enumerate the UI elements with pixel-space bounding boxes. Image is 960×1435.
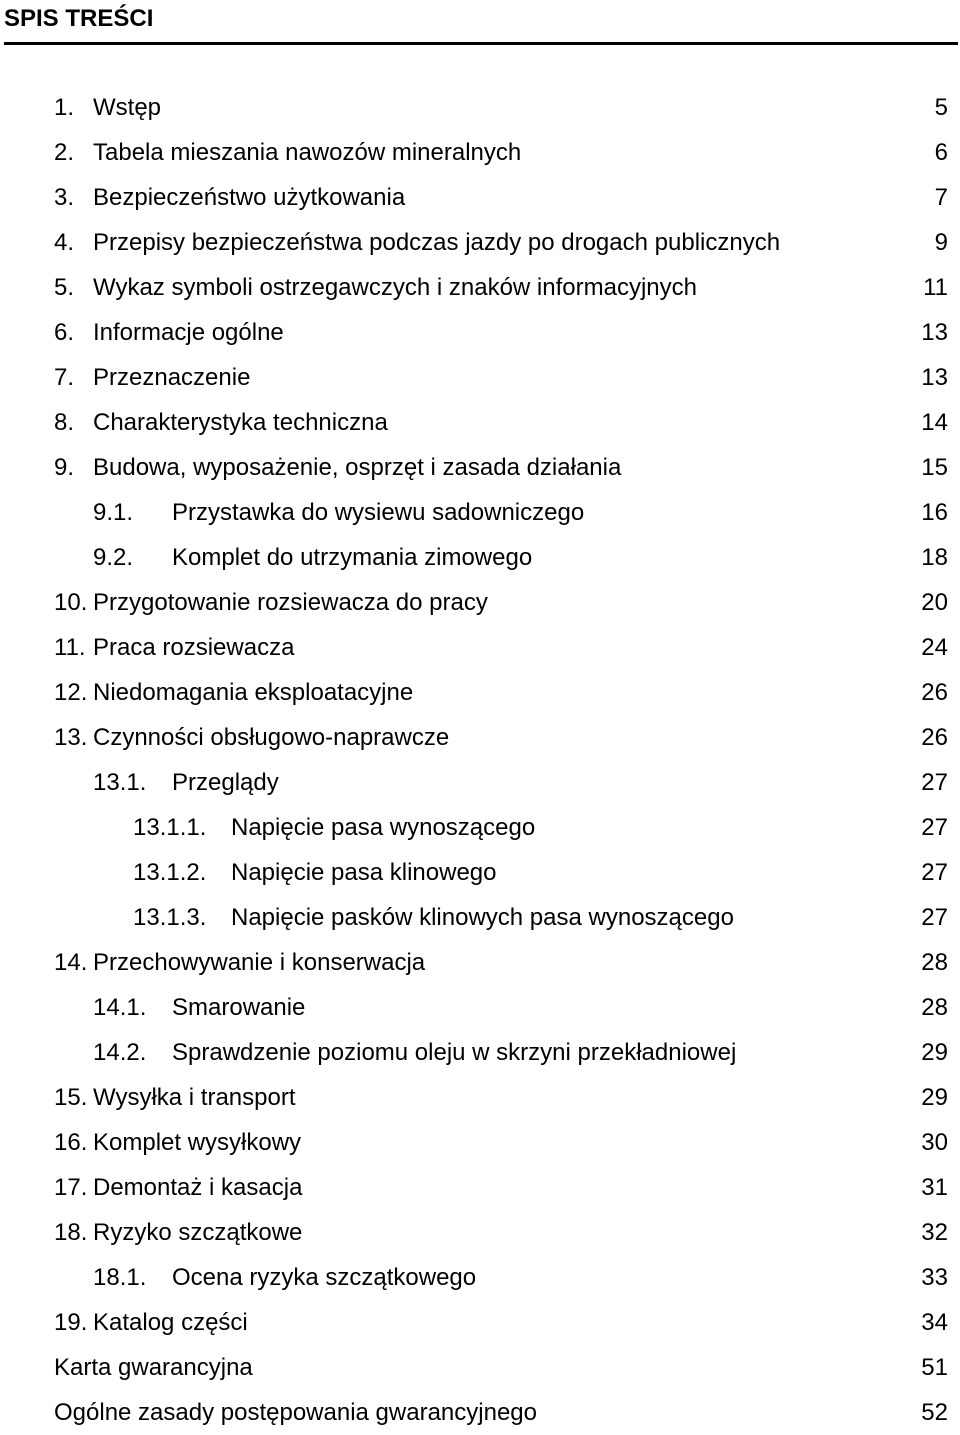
toc-entry-page-number: 30 <box>921 1129 948 1156</box>
toc-entry-title: Niedomagania eksploatacyjne <box>93 679 414 706</box>
toc-entry[interactable] <box>0 535 960 580</box>
toc-entry[interactable] <box>0 220 960 265</box>
toc-entry-page-number: 31 <box>921 1174 948 1201</box>
toc-entry-page-number: 13 <box>921 319 948 346</box>
toc-entry-number: 18.1. <box>93 1264 147 1291</box>
toc-entry-title: Napięcie pasków klinowych pasa wynoszącego <box>231 904 734 931</box>
toc-entry-title: Ryzyko szczątkowe <box>93 1219 303 1246</box>
toc-entry-number: 5. <box>54 274 75 301</box>
toc-entry-title: Smarowanie <box>172 994 306 1021</box>
toc-entry[interactable] <box>0 1075 960 1120</box>
toc-entry-number: 17. <box>54 1174 88 1201</box>
toc-entry-number: 9.1. <box>93 499 134 526</box>
toc-entry-number: 11. <box>54 634 86 661</box>
toc-entry[interactable] <box>0 1390 960 1435</box>
toc-entry-title: Komplet do utrzymania zimowego <box>172 544 533 571</box>
toc-entry-title: Praca rozsiewacza <box>93 634 295 661</box>
toc-entry-page-number: 20 <box>921 589 948 616</box>
toc-entry[interactable] <box>0 85 960 130</box>
toc-entry-title: Przepisy bezpieczeństwa podczas jazdy po drogach publicznych <box>93 229 781 256</box>
toc-entry[interactable] <box>0 760 960 805</box>
toc-entry-title: Bezpieczeństwo użytkowania <box>93 184 406 211</box>
toc-entry-title: Napięcie pasa wynoszącego <box>231 814 536 841</box>
toc-entry-number: 13.1.3. <box>133 904 207 931</box>
toc-entry[interactable] <box>0 1255 960 1300</box>
toc-entry-title: Przystawka do wysiewu sadowniczego <box>172 499 585 526</box>
toc-entry-title: Sprawdzenie poziomu oleju w skrzyni przekładniowej <box>172 1039 737 1066</box>
toc-entry-title: Napięcie pasa klinowego <box>231 859 497 886</box>
toc-entry-title: Ogólne zasady postępowania gwarancyjnego <box>54 1399 537 1426</box>
title-divider <box>4 42 958 45</box>
toc-entry-page-number: 5 <box>934 94 948 121</box>
toc-entry-title: Wykaz symboli ostrzegawczych i znaków informacyjnych <box>93 274 697 301</box>
toc-entry[interactable] <box>0 130 960 175</box>
toc-entry[interactable] <box>0 715 960 760</box>
toc-entry-number: 9. <box>54 454 75 481</box>
toc-entry-page-number: 6 <box>934 139 948 166</box>
toc-entry-page-number: 26 <box>921 679 948 706</box>
toc-entry[interactable] <box>0 805 960 850</box>
toc-entry-title: Budowa, wyposażenie, osprzęt i zasada działania <box>93 454 622 481</box>
toc-entry-title: Katalog części <box>93 1309 248 1336</box>
toc-entry-page-number: 18 <box>921 544 948 571</box>
toc-entry-number: 14.2. <box>93 1039 147 1066</box>
toc-entry-title: Ocena ryzyka szczątkowego <box>172 1264 477 1291</box>
toc-entry-title: Czynności obsługowo-naprawcze <box>93 724 450 751</box>
toc-entry-page-number: 51 <box>921 1354 948 1381</box>
toc-entry[interactable] <box>0 895 960 940</box>
toc-entry-number: 3. <box>54 184 75 211</box>
toc-entry[interactable] <box>0 175 960 220</box>
toc-entry[interactable] <box>0 1120 960 1165</box>
toc-entry[interactable] <box>0 400 960 445</box>
toc-entry-page-number: 9 <box>934 229 948 256</box>
toc-entry[interactable] <box>0 670 960 715</box>
toc-entry[interactable] <box>0 1165 960 1210</box>
toc-entry-title: Informacje ogólne <box>93 319 284 346</box>
toc-entry-title: Przeglądy <box>172 769 279 796</box>
toc-entry-number: 18. <box>54 1219 88 1246</box>
toc-entry-number: 15. <box>54 1084 88 1111</box>
toc-entry-number: 14.1. <box>93 994 147 1021</box>
toc-entry-title: Demontaż i kasacja <box>93 1174 303 1201</box>
toc-entry-number: 13.1.1. <box>133 814 207 841</box>
toc-entry-title: Komplet wysyłkowy <box>93 1129 302 1156</box>
toc-entry-title: Przygotowanie rozsiewacza do pracy <box>93 589 488 616</box>
toc-entry-number: 13. <box>54 724 88 751</box>
toc-entry[interactable] <box>0 490 960 535</box>
toc-entry-page-number: 28 <box>921 949 948 976</box>
toc-entry-page-number: 27 <box>921 769 948 796</box>
toc-entry-page-number: 15 <box>921 454 948 481</box>
toc-entry[interactable] <box>0 625 960 670</box>
toc-entry-page-number: 34 <box>921 1309 948 1336</box>
toc-entry-number: 14. <box>54 949 88 976</box>
toc-entry-page-number: 24 <box>921 634 948 661</box>
toc-entry-page-number: 29 <box>921 1084 948 1111</box>
toc-entry-number: 16. <box>54 1129 88 1156</box>
toc-entry-page-number: 14 <box>921 409 948 436</box>
toc-entry-title: Przeznaczenie <box>93 364 251 391</box>
toc-entry-page-number: 33 <box>921 1264 948 1291</box>
toc-entry-number: 9.2. <box>93 544 134 571</box>
toc-entry[interactable] <box>0 1030 960 1075</box>
toc-entry-page-number: 7 <box>934 184 948 211</box>
toc-entry[interactable] <box>0 445 960 490</box>
toc-entry[interactable] <box>0 1210 960 1255</box>
table-of-contents <box>0 85 960 1435</box>
toc-entry-page-number: 27 <box>921 904 948 931</box>
toc-entry-page-number: 52 <box>921 1399 948 1426</box>
toc-entry-page-number: 16 <box>921 499 948 526</box>
toc-entry-number: 13.1. <box>93 769 147 796</box>
toc-entry-number: 12. <box>54 679 88 706</box>
toc-entry[interactable] <box>0 355 960 400</box>
toc-entry-number: 2. <box>54 139 75 166</box>
toc-entry[interactable] <box>0 310 960 355</box>
toc-entry[interactable] <box>0 1300 960 1345</box>
toc-entry-number: 13.1.2. <box>133 859 207 886</box>
toc-entry-number: 19. <box>54 1309 88 1336</box>
toc-entry-number: 1. <box>54 94 75 121</box>
toc-entry[interactable] <box>0 985 960 1030</box>
toc-entry-number: 7. <box>54 364 75 391</box>
toc-entry-page-number: 32 <box>921 1219 948 1246</box>
toc-entry-page-number: 27 <box>921 814 948 841</box>
toc-entry-number: 8. <box>54 409 75 436</box>
toc-entry-number: 10. <box>54 589 88 616</box>
toc-entry-number: 4. <box>54 229 75 256</box>
toc-entry-page-number: 29 <box>921 1039 948 1066</box>
toc-entry[interactable] <box>0 1345 960 1390</box>
toc-entry-page-number: 11 <box>923 274 948 301</box>
toc-entry[interactable] <box>0 940 960 985</box>
toc-entry-title: Karta gwarancyjna <box>54 1354 253 1381</box>
toc-entry-title: Tabela mieszania nawozów mineralnych <box>93 139 522 166</box>
toc-entry[interactable] <box>0 580 960 625</box>
toc-entry-title: Przechowywanie i konserwacja <box>93 949 426 976</box>
toc-entry-page-number: 26 <box>921 724 948 751</box>
toc-entry[interactable] <box>0 850 960 895</box>
toc-entry-title: Charakterystyka techniczna <box>93 409 388 436</box>
page-title: SPIS TREŚCI <box>4 5 154 32</box>
toc-entry-title: Wstęp <box>93 94 162 121</box>
toc-entry-page-number: 28 <box>921 994 948 1021</box>
toc-entry-title: Wysyłka i transport <box>93 1084 296 1111</box>
toc-entry-page-number: 27 <box>921 859 948 886</box>
toc-entry-page-number: 13 <box>921 364 948 391</box>
toc-entry-number: 6. <box>54 319 75 346</box>
toc-entry[interactable] <box>0 265 960 310</box>
